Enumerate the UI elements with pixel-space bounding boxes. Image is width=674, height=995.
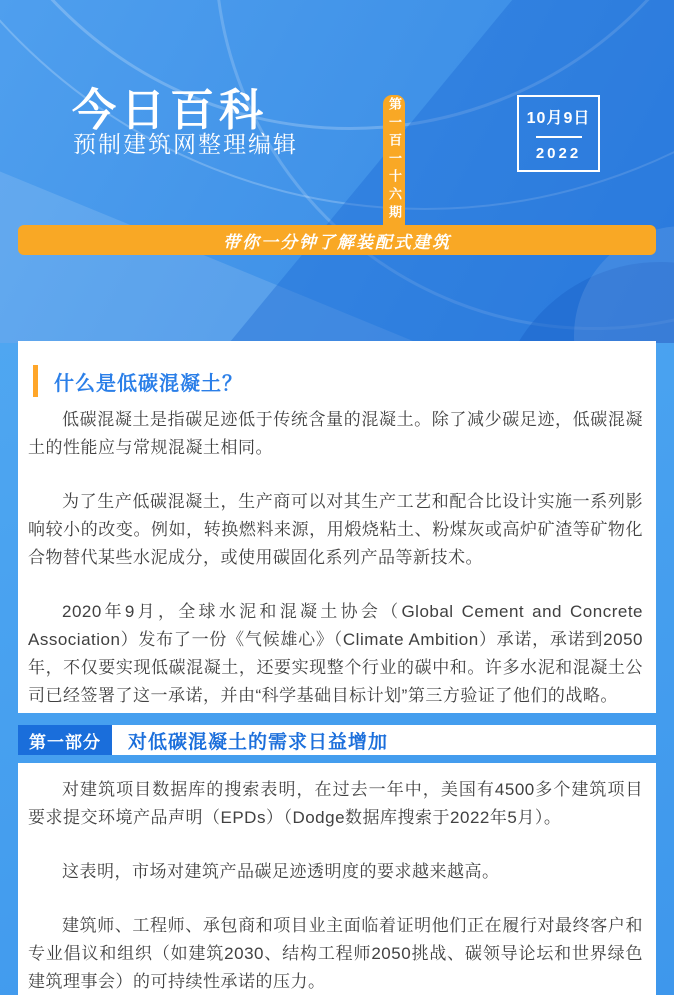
part1-badge: 第一部分	[18, 725, 112, 755]
intro-heading-row	[33, 365, 656, 397]
part1-heading: 对低碳混凝土的需求日益增加	[128, 731, 389, 753]
part1-section-bar	[18, 725, 656, 755]
date-box	[517, 95, 600, 172]
tagline-banner	[18, 225, 656, 255]
tagline-text: 带你一分钟了解装配式建筑	[223, 232, 451, 252]
date-divider	[536, 136, 582, 138]
part1-paragraph: 对建筑项目数据库的搜索表明，在过去一年中，美国有4500多个建筑项目要求提交环境产品声明（EPDs）（Dodge数据库搜索于2022年5月）。	[28, 780, 643, 827]
issue-label: 第一百一十六期	[387, 97, 402, 223]
part1-paragraph: 这表明，市场对建筑产品碳足迹透明度的要求越来越高。	[62, 862, 500, 881]
intro-card	[18, 341, 656, 713]
header-banner	[0, 0, 674, 343]
part1-card	[18, 763, 656, 995]
date-year: 2022	[535, 145, 582, 162]
intro-paragraph: 为了生产低碳混凝土，生产商可以对其生产工艺和配合比设计实施一系列影响较小的改变。例如，转换燃料来源，用煅烧粘土、粉煤灰或高炉矿渣等矿物化合物替代某些水泥成分，或使用碳固化系列产品等新技术。	[28, 492, 643, 567]
date-day: 10月9日	[526, 110, 591, 127]
page-subtitle: 预制建筑网整理编辑	[73, 131, 298, 157]
intro-paragraph: 2020年9月，全球水泥和混凝土协会（Global Cement and Concrete Association）发布了一份《气候雄心》（Climate Ambition）承诺，承诺到2050年，不仅要实现低碳混凝土，还要实现整个行业的碳中和。许多水泥和混凝土公司已经签署了这一承诺，并由“科学基础目标计划”第三方验证了他们的战略。	[28, 602, 643, 705]
part1-paragraph: 建筑师、工程师、承包商和项目业主面临着证明他们正在履行对最终客户和专业倡议和组织（如建筑2030、结构工程师2050挑战、碳领导论坛和世界绿色建筑理事会）的可持续性承诺的压力。	[28, 916, 643, 991]
issue-ribbon	[383, 95, 405, 225]
intro-paragraph: 低碳混凝土是指碳足迹低于传统含量的混凝土。除了减少碳足迹，低碳混凝土的性能应与常规混凝土相同。	[28, 410, 643, 457]
page-title: 今日百科	[72, 86, 268, 135]
heading-accent-bar	[33, 365, 38, 397]
intro-heading: 什么是低碳混凝土？	[54, 372, 243, 395]
